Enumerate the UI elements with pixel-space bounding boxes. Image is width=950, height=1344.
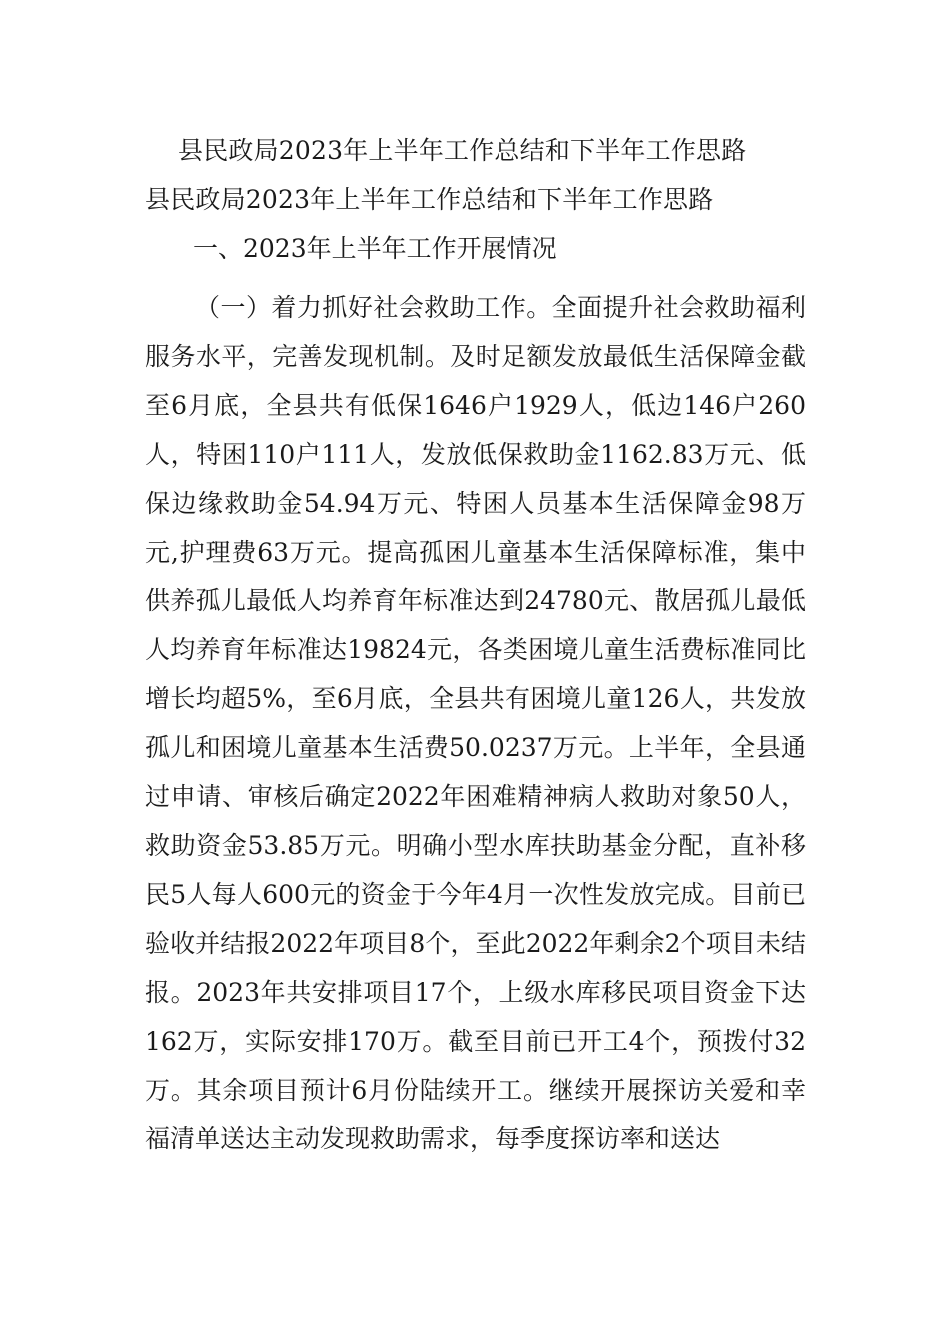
document-subtitle: 县民政局2023年上半年工作总结和下半年工作思路 [145,185,714,214]
document-title: 县民政局2023年上半年工作总结和下半年工作思路 [178,136,747,165]
body-paragraph: （一）着力抓好社会救助工作。全面提升社会救助福利服务水平，完善发现机制。及时足额发放最低生活保障金截至6月底，全县共有低保1646户1929人，低边146户260人，特困110户111人，发放低保救助金1162.83万元、低保边缘救助金54.94万元、特困人员基本生活保障金98万元,护理费63万元。提高孤困儿童基本生活保障标准，集中供养孤儿最低人均养育年标准达到24780元、散居孤儿最低人均养育年标准达19824元，各类困境儿童生活费标准同比增长均超5%，至6月底，全县共有困境儿童126人，共发放孤儿和困境儿童基本生活费50.0237万元。上半年，全县通过申请、审核后确定2022年困难精神病人救助对象50人，救助资金53.85万元。明确小型水库扶助基金分配，直补移民5人每人600元的资金于今年4月一次性发放完成。目前已验收并结报2022年项目8个，至此2022年剩余2个项目未结报。2023年共安排项目17个，上级水库移民项目资金下达162万，实际安排170万。截至目前已开工4个，预拨付32万。其余项目预计6月份陆续开工。继续开展探访关爱和幸福清单送达主动发现救助需求，每季度探访率和送达 [145,293,806,1154]
section-heading: 一、2023年上半年工作开展情况 [193,234,557,263]
